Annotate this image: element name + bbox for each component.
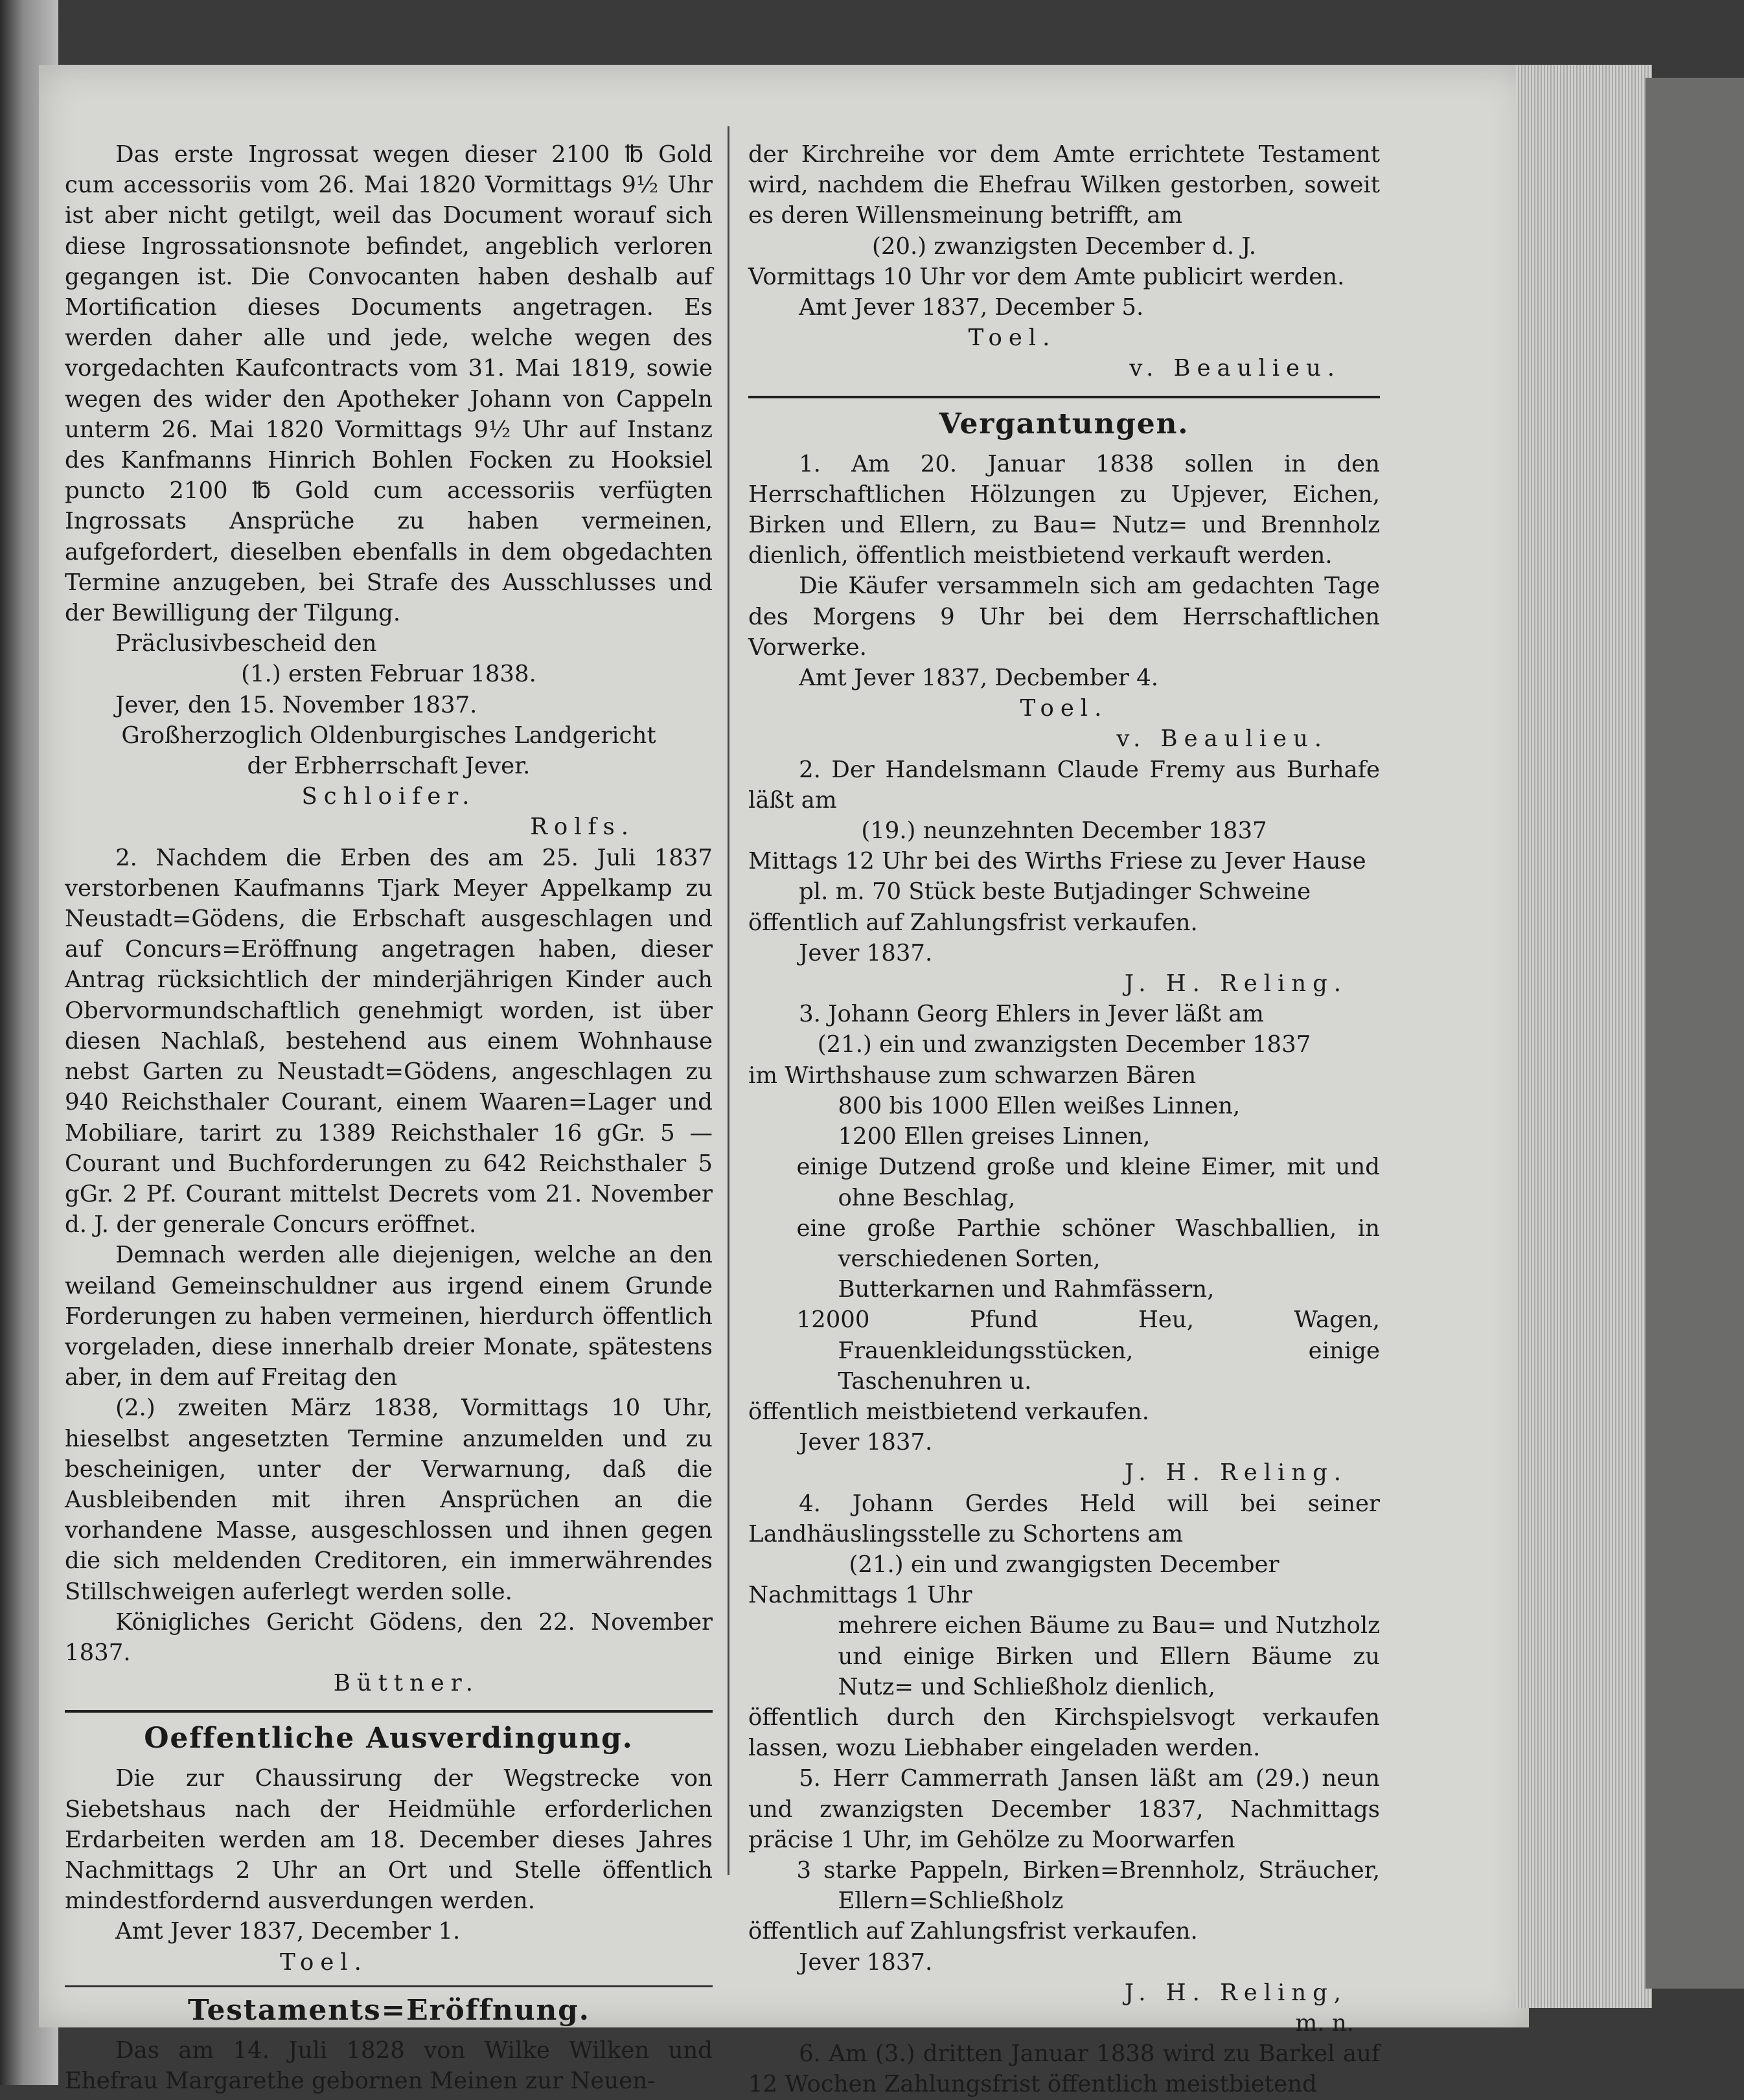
signature-schloifer: Schloifer. xyxy=(301,783,476,810)
vergantung-3-location: im Wirthshause zum schwarzen Bären xyxy=(748,1062,1197,1089)
vergantung-3-end: öffentlich meistbietend verkaufen. xyxy=(748,1398,1150,1425)
signature-reling: J. H. Reling. xyxy=(1124,1459,1348,1487)
signature-mn: m. n. xyxy=(1295,2009,1354,2037)
vergantung-5-item: 3 starke Pappeln, Birken=Brennholz, Sträucher, Ellern=Schließholz xyxy=(796,1856,1380,1915)
ingrossat-paragraph: Das erste Ingrossat wegen dieser 2100 ℔ Gold cum accessoriis vom 26. Mai 1820 Vormittags 9½ Uhr ist aber nicht getilgt, weil das Document worauf sich diese Ingrossationsnote befindet, angeblich verloren gegangen ist. Die Convocanten haben deshalb auf Mortification dieses Documents angetragen. Es werden daher alle und jede, welche wegen des vorgedachten Kaufcontracts vom 31. Mai 1819, sowie wegen des wider den Apotheker Johann von Cappeln unterm 26. Mai 1820 Vormittags 9½ Uhr auf Instanz des Kanfmanns Hinrich Bohlen Focken zu Hooksiel puncto 2100 ℔ Gold cum accessoriis verfügten Ingrossats Ansprüche zu haben vermeinen, aufgefordert, dieselben ebenfalls in dem obgedachten Termine anzugeben, bei Strafe des Ausschlusses und der Bewilligung der Tilgung. xyxy=(65,141,713,627)
signature-beaulieu: v. Beaulieu. xyxy=(1129,355,1341,382)
signature-reling: J. H. Reling. xyxy=(1124,970,1348,998)
vergantung-4-date: (21.) ein und zwangigsten December xyxy=(849,1551,1279,1578)
book-cover xyxy=(1646,78,1744,1989)
vergantung-2-item: pl. m. 70 Stück beste Butjadinger Schweine xyxy=(799,878,1311,906)
publication-date: (20.) zwanzigsten December d. J. xyxy=(871,233,1257,260)
vergantung-4-item: mehrere eichen Bäume zu Bau= und Nutzholz und einige Birken und Ellern Bäume zu Nutz= und Schließholz dienlich, xyxy=(838,1612,1380,1700)
vergantung-1-place: Amt Jever 1837, Decbember 4. xyxy=(799,665,1159,692)
vergantung-5-place: Jever 1837. xyxy=(799,1948,933,1976)
section-rule xyxy=(748,396,1380,398)
vergantung-1-meeting: Die Käufer versammeln sich am gedachten Tage des Morgens 9 Uhr bei dem Herrschaftlichen Vorwerke. xyxy=(748,573,1380,661)
vergantung-2-place: Jever 1837. xyxy=(799,939,933,966)
column-divider xyxy=(728,126,729,1875)
vergantung-2-time: Mittags 12 Uhr bei des Wirths Friese zu Jever Hause xyxy=(748,848,1366,875)
court-name-line2: der Erbherrschaft Jever. xyxy=(247,753,531,780)
right-column xyxy=(748,139,1380,2100)
vergantung-3-item: einige Dutzend große und kleine Eimer, mit und ohne Beschlag, xyxy=(796,1154,1380,1211)
vergantung-3-item: 1200 Ellen greises Linnen, xyxy=(838,1123,1151,1150)
goedens-place-date: Königliches Gericht Gödens, den 22. November 1837. xyxy=(65,1608,713,1666)
vergantung-4: 4. Johann Gerdes Held will bei seiner Landhäuslingsstelle zu Schortens am xyxy=(748,1490,1380,1547)
section-rule xyxy=(65,1985,713,1987)
section-rule xyxy=(65,1710,713,1713)
left-column xyxy=(65,139,713,2096)
vergantung-3: 3. Johann Georg Ehlers in Jever läßt am xyxy=(799,1001,1264,1028)
testament-paragraph: Das am 14. Juli 1828 von Wilke Wilken und Ehefrau Margarethe gebornen Meinen zur Neuen- xyxy=(65,2037,713,2094)
vergantung-4-time: Nachmittags 1 Uhr xyxy=(748,1582,972,1609)
vergantung-5-end: öffentlich auf Zahlungsfrist verkaufen. xyxy=(748,1918,1198,1945)
praeclusiv-date: (1.) ersten Februar 1838. xyxy=(241,661,536,688)
publication-time: Vormittags 10 Uhr vor dem Amte publicirt werden. xyxy=(748,263,1345,290)
vergantung-3-place: Jever 1837. xyxy=(799,1429,933,1456)
termin-paragraph: (2.) zweiten März 1838, Vormittags 10 Uhr, hieselbst angesetzten Termine anzumelden und zu bescheinigen, unter der Verwarnung, daß die Ausbleibenden mit ihren Ansprüchen an die vorhandene Masse, ausgeschlossen und ihnen gegen die sich meldenden Creditoren, ein immerwährendes Stillschweigen auferlegt werden solle. xyxy=(65,1395,713,1605)
vergantung-2-end: öffentlich auf Zahlungsfrist verkaufen. xyxy=(748,909,1198,936)
signature-toel: Toel. xyxy=(968,325,1057,352)
heading-testament: Testaments=Eröffnung. xyxy=(188,1993,590,2027)
vergantung-3-item: eine große Parthie schöner Waschballien, in verschiedenen Sorten, xyxy=(796,1215,1380,1272)
chaussirung-paragraph: Die zur Chaussirung der Wegstrecke von Siebetshaus nach der Heidmühle erforderlichen Erdarbeiten werden am 18. December dieses Jahres Nachmittags 2 Uhr an Ort und Stelle öffentlich mindestfordernd ausverdungen werden. xyxy=(65,1765,713,1915)
amt-jever-date: Amt Jever 1837, December 1. xyxy=(115,1918,461,1945)
vergantung-3-item: 12000 Pfund Heu, Wagen, Frauenkleidungsstücken, einige Taschenuhren u. xyxy=(796,1307,1380,1395)
vergantung-2: 2. Der Handelsmann Claude Fremy aus Burhafe läßt am xyxy=(748,756,1380,814)
court-name-line1: Großherzoglich Oldenburgisches Landgericht xyxy=(121,722,656,749)
vergantung-4-end: öffentlich durch den Kirchspielsvogt verkaufen lassen, wozu Liebhaber eingeladen werden. xyxy=(748,1704,1380,1762)
signature-toel: Toel. xyxy=(280,1948,368,1976)
heading-vergantungen: Vergantungen. xyxy=(939,407,1189,440)
signature-beaulieu: v. Beaulieu. xyxy=(1116,725,1328,753)
heading-ausverdingung: Oeffentliche Ausverdingung. xyxy=(144,1722,634,1755)
praeclusiv-label: Präclusivbescheid den xyxy=(115,630,377,657)
amt-jever-date: Amt Jever 1837, December 5. xyxy=(799,294,1144,321)
testament-continued: der Kirchreihe vor dem Amte errichtete Testament wird, nachdem die Ehefrau Wilken gestorben, soweit es deren Willensmeinung betrifft, am xyxy=(748,141,1380,229)
signature-rolfs: Rolfs. xyxy=(530,814,635,841)
vergantung-3-date: (21.) ein und zwanzigsten December 1837 xyxy=(817,1031,1311,1058)
vergantung-3-item: Butterkarnen und Rahmfässern, xyxy=(838,1276,1215,1303)
signature-reling: J. H. Reling, xyxy=(1124,1979,1348,2006)
vergantung-2-date: (19.) neunzehnten December 1837 xyxy=(861,817,1267,845)
book-page-edges xyxy=(1516,65,1652,2008)
vorladung-paragraph: Demnach werden alle diejenigen, welche an den weiland Gemeinschuldner aus irgend einem Grunde Forderungen zu haben vermeinen, hierdurch öffentlich vorgeladen, diese innerhalb dreier Monate, spätestens aber, in dem auf Freitag den xyxy=(65,1242,713,1391)
vergantung-3-item: 800 bis 1000 Ellen weißes Linnen, xyxy=(838,1092,1241,1119)
vergantung-5: 5. Herr Cammerrath Jansen läßt am (29.) neun und zwanzigsten December 1837, Nachmittags präcise 1 Uhr, im Gehölze zu Moorwarfen xyxy=(748,1765,1380,1853)
vergantung-1: 1. Am 20. Januar 1838 sollen in den Herrschaftlichen Hölzungen zu Upjever, Eichen, Birken und Ellern, zu Bau= Nutz= und Brennholz dienlich, öffentlich meistbietend verkauft werden. xyxy=(748,450,1380,569)
place-date-line: Jever, den 15. November 1837. xyxy=(115,691,477,718)
signature-buettner: Büttner. xyxy=(333,1670,479,1697)
vergantung-6: 6. Am (3.) dritten Januar 1838 wird zu Barkel auf 12 Wochen Zahlungsfrist öffentlich meistbietend xyxy=(748,2040,1380,2098)
signature-toel: Toel. xyxy=(1020,695,1108,722)
concurs-paragraph: 2. Nachdem die Erben des am 25. Juli 1837 verstorbenen Kaufmanns Tjark Meyer Appelkamp zu Neustadt=Gödens, die Erbschaft ausgeschlagen und auf Concurs=Eröffnung angetragen haben, dieser Antrag rücksichtlich der minderjährigen Kinder auch Obervormundschaftlich genehmigt worden, ist über diesen Nachlaß, bestehend aus einem Wohnhause nebst Garten zu Neustadt=Gödens, angeschlagen zu 940 Reichsthaler Courant, einem Waaren=Lager und Mobiliare, tarirt zu 1389 Reichsthaler 16 gGr. 5 — Courant und Buchforderungen zu 642 Reichsthaler 5 gGr. 2 Pf. Courant mittelst Decrets vom 21. November d. J. der generale Concurs eröffnet. xyxy=(65,844,713,1238)
